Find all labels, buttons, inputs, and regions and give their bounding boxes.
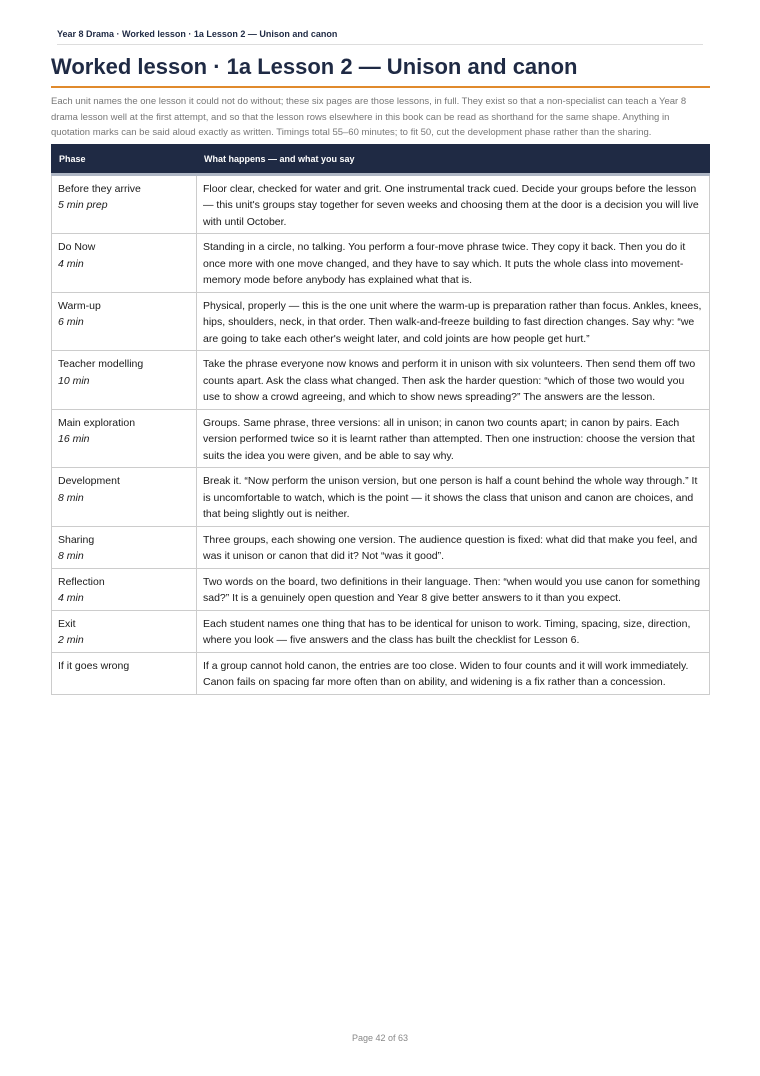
phase-cell bbox=[52, 234, 197, 293]
page-title: Worked lesson · 1a Lesson 2 — Unison and canon bbox=[51, 53, 710, 88]
phase-name: If it goes wrong bbox=[58, 659, 130, 672]
phase-description: Break it. “Now perform the unison version, but one person is half a count behind the whole way through.” It is uncomfortable to watch, which is the point — it shows the class that unison and canon are choices, and that being slightly out is neither. bbox=[197, 468, 710, 527]
phase-description: If a group cannot hold canon, the entries are too close. Widen to four counts and it will work immediately. Canon fails on spacing far more often than on ability, and widening is a fix rather than a concession. bbox=[197, 652, 710, 694]
phase-description: Floor clear, checked for water and grit. One instrumental track cued. Decide your groups before the lesson — this unit's groups stay together for seven weeks and choosing them at the door is a decision you will live with until October. bbox=[197, 174, 710, 234]
phase-name: Main exploration bbox=[58, 416, 136, 429]
phase-cell bbox=[52, 409, 197, 468]
phase-name: Development bbox=[58, 475, 120, 487]
phase-description: Three groups, each showing one version. The audience question is fixed: what did that make you feel, and was it unison or canon that did it? Not “was it good”. bbox=[197, 526, 710, 568]
phase-time: 2 min bbox=[58, 634, 84, 646]
phase-cell bbox=[52, 610, 197, 652]
column-header-phase: Phase bbox=[52, 145, 197, 175]
phase-time: 4 min bbox=[58, 592, 84, 604]
table-row bbox=[52, 409, 710, 468]
phase-time: 8 min bbox=[58, 491, 84, 504]
phase-time: 16 min bbox=[58, 433, 90, 445]
table-row bbox=[52, 652, 710, 694]
lesson-table bbox=[51, 144, 710, 695]
phase-time: 10 min bbox=[58, 374, 90, 387]
phase-cell bbox=[52, 174, 197, 234]
phase-description: Take the phrase everyone now knows and perform it in unison with six volunteers. Then send them off two counts apart. Ask the class what changed. Then ask the harder question: “which of those two would you use to show a crowd agreeing, and which to show news spreading?” The answers are the lesson. bbox=[197, 351, 710, 410]
phase-cell bbox=[52, 292, 197, 351]
phase-description: Standing in a circle, no talking. You perform a four-move phrase twice. They copy it back. Then you do it once more with one move changed, and they have to say which. It puts the whole class into movement-memory mode before anybody has explained what that is. bbox=[197, 234, 710, 293]
phase-cell bbox=[52, 652, 197, 694]
table-row bbox=[52, 174, 710, 234]
column-header-what-happens: What happens — and what you say bbox=[197, 145, 710, 175]
phase-name: Do Now bbox=[58, 241, 96, 253]
phase-cell bbox=[52, 568, 197, 610]
running-head: Year 8 Drama · Worked lesson · 1a Lesson 2 — Unison and canon bbox=[57, 29, 703, 45]
phase-cell bbox=[52, 468, 197, 527]
phase-name: Exit bbox=[58, 617, 76, 630]
table-row bbox=[52, 234, 710, 293]
intro-paragraph: Each unit names the one lesson it could not do without; these six pages are those lessons, in full. They exist so that a non-specialist can teach a Year 8 drama lesson well at the first attempt, and so that the lesson rows elsewhere in this book can be read as shorthand for the same shape. Anything in quotation marks can be said aloud exactly as written. Timings total 55–60 minutes; to fit 50, cut the development phase rather than the sharing. bbox=[51, 96, 687, 138]
table-header-row bbox=[52, 145, 710, 175]
phase-description: Groups. Same phrase, three versions: all in unison; in canon two counts apart; in canon by pairs. Each version performed twice so it is learnt rather than attempted. Then one instruction: choose the version that suits the idea you were given, and be able to say why. bbox=[197, 409, 710, 468]
table-row bbox=[52, 292, 710, 351]
table-row bbox=[52, 568, 710, 610]
phase-name: Sharing bbox=[58, 533, 95, 546]
phase-cell bbox=[52, 526, 197, 568]
phase-description: Each student names one thing that has to be identical for unison to work. Timing, spacing, size, direction, where you look — five answers and the class has built the checklist for Lesson 6. bbox=[197, 610, 710, 652]
phase-time: 8 min bbox=[58, 550, 84, 562]
phase-description: Physical, properly — this is the one unit where the warm-up is preparation rather than focus. Ankles, knees, hips, shoulders, neck, in that order. Then walk-and-freeze building to fast direction changes. Say why: “we are going to take each other's weight later, and cold joints are how people get hurt.” bbox=[197, 292, 710, 351]
table-row bbox=[52, 610, 710, 652]
phase-name: Teacher modelling bbox=[58, 358, 144, 370]
phase-name: Reflection bbox=[58, 575, 105, 588]
phase-time: 4 min bbox=[58, 257, 84, 270]
phase-time: 6 min bbox=[58, 316, 84, 328]
phase-description: Two words on the board, two definitions in their language. Then: “when would you use canon for something sad?” It is a genuinely open question and Year 8 give better answers to it than you expect. bbox=[197, 568, 710, 610]
table-row bbox=[52, 468, 710, 527]
table-row bbox=[52, 526, 710, 568]
phase-name: Warm-up bbox=[58, 299, 101, 312]
phase-name: Before they arrive bbox=[58, 182, 141, 195]
phase-cell bbox=[52, 351, 197, 410]
page-number: Page 42 of 63 bbox=[351, 1033, 409, 1043]
table-row bbox=[52, 351, 710, 410]
phase-time: 5 min prep bbox=[58, 199, 108, 211]
